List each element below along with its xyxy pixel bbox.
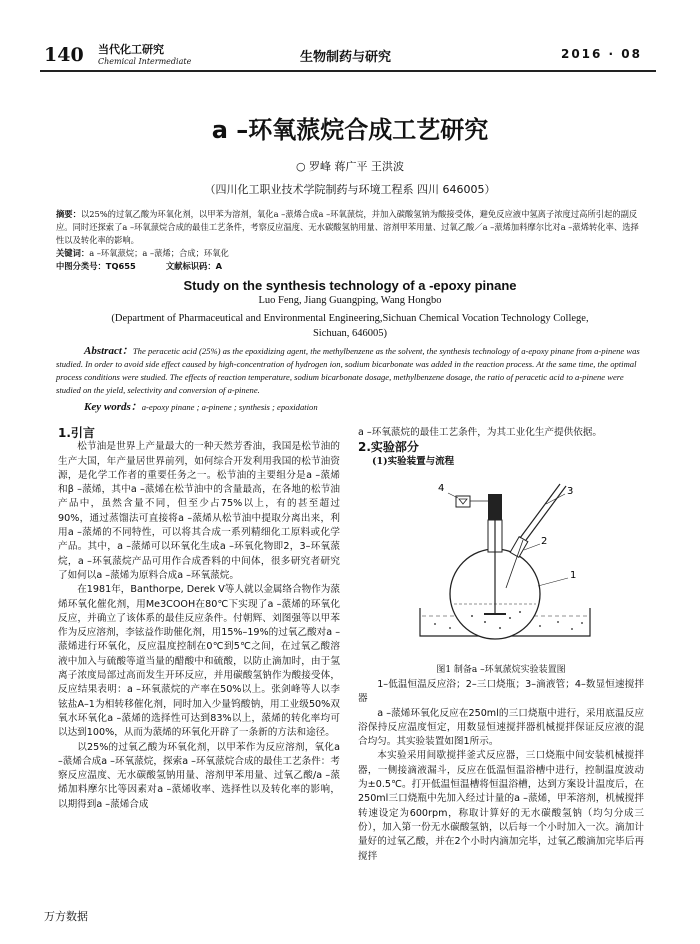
- paragraph: 在1981年，Banthorpe, Derek V等人就以金属络合物作为蒎烯环氧化催化剂，用Me3COOH在80℃下实现了a –蒎烯的环氧化反应，并确立了该体系的最佳反应条件。付朝辉、刘图强等以甲苯作为反应溶剂，李铉益作助催化剂，用15%–19%的过氧乙酸对a –蒎烯进行环氧化，反应温度控制在0℃到5℃之间，在过氧乙酸溶液中加入与硫酸等道当量的醋酸中和硫酸，以防止滴加时，由于氢离子浓度局部过高而发生开环反应，并用碳酸氢钠作为酸接受体，反应结果表明：a –环氧蒎烷的产率在50%以上。张剑峰等人以李铉盐A–1为相转移催化剂，同时加入少量钨酸钠，用工业级50%双氧水环氧化a –蒎烯的选择性可达到83%以上，蒎烯的转化率均可以达到100%，从而为蒎烯的环氧化开辟了一条新的方法和途径。: [58, 584, 340, 739]
- page-number: 140: [44, 44, 84, 66]
- side-neck: [510, 537, 528, 558]
- fig-label-3: 3: [567, 486, 574, 497]
- english-title: Study on the synthesis technology of a -epoxy pinane: [183, 278, 517, 293]
- figure-caption: 图1 制备a –环氧蒎烷实验装置图: [436, 665, 566, 675]
- fig-label-2: 2: [541, 536, 548, 547]
- right-column: [358, 426, 644, 469]
- fig-label-4: 4: [438, 483, 445, 494]
- authors: ○ 罗峰 蒋广平 王洪波: [295, 160, 405, 173]
- header-rule: [40, 70, 656, 72]
- paper-title: a –环氧蒎烷合成工艺研究: [211, 116, 489, 144]
- paragraph: 本实验采用间歇搅拌釜式反应器，三口烧瓶中间安装机械搅拌器，一侧接滴液漏斗，反应在低温恒温浴槽中进行，控制温度波动为±0.5℃。打开低温恒温槽将恒温浴槽，达到方案设计温度后，在250ml三口烧瓶中先加入经过计量的a –蒎烯，甲苯溶剂，机械搅拌转速设定为600rpm，称取计算好的无水碳酸氢钠（均匀分成三份），加入第一份无水碳酸氢钠，以后每一个小时加入一次。滴加计量好的过氧乙酸，并在2个小时内滴加完毕，过氧乙酸滴加完毕后再搅拌: [358, 750, 644, 862]
- left-column: [58, 426, 340, 812]
- issue-number: 2016 · 08: [560, 47, 642, 61]
- right-column-lower: [358, 678, 644, 864]
- section-title: 生物制药与研究: [300, 50, 392, 65]
- english-authors: Luo Feng, Jiang Guangping, Wang Hongbo: [258, 295, 442, 306]
- speed-controller: [456, 496, 470, 507]
- english-affiliation: (Department of Pharmaceutical and Environmental Engineering,Sichuan Chemical Vocation Technology College, Sichuan, 646005): [111, 313, 589, 339]
- paragraph: 松节油是世界上产量最大的一种天然芳香油，我国是松节油的生产大国，年产量居世界前列，如何综合开发利用我国的松节油资源，是化学工作者的重要任务之一。松节油的主要组分是a –蒎烯和β –蒎烯，其中a –蒎烯在松节油中的含量最高，在各地的松节油产品中，虽然含量不同，但至少占75%以上，有的甚至超过90%，通过蒸馏法可直接将a –蒎烯从松节油中提取分离出来，利用a –蒎烯的不同特性，可以将其合成一系列精细化工原料或化学产品。其中，a –蒎烯可以环氧化生成a –环氧化物即2，3–环氧蒎烷，a –环氧蒎烷产品可用作合成香料的中间体，很多研究者研究了如何以a –蒎烯为原料合成a –环氧蒎烷。: [58, 441, 340, 581]
- section-heading-experiment: 2.实验部分: [358, 440, 419, 455]
- affiliation: （四川化工职业技术学院制药与环境工程系 四川 646005）: [204, 183, 496, 196]
- footer-source: 万方数据: [44, 910, 88, 923]
- classification: 中图分类号：TQ655 文献标识码：A: [56, 261, 223, 271]
- subsection-heading: (1)实验装置与流程: [372, 455, 455, 467]
- english-abstract: Abstract：The peracetic acid (25%) as the epoxidizing agent, the methylbenzene as the solvent, the synthesis technology of a-epoxy pinane from a-pinene was studied. In order to avoid side effect caused by high-concentration of hydrogen ion, sodium bicarbonate was added in the reaction process. At the same time, the optimal process conditions were studied. The effects of reaction temperature, sodium bicarbonate dosage, methylbenzene dosage, the ratio of peracetic acid to a-pinene were studied on the yield, selectivity and conversion of a-pinene.: [56, 345, 640, 395]
- paragraph: 以25%的过氧乙酸为环氧化剂，以甲苯作为反应溶剂，氧化a –蒎烯合成a –环氧蒎烷，探索a –环氧蒎烷合成的最佳工艺条件：考察反应温度、无水碳酸氢钠用量、溶剂甲苯用量、过氧乙酸/a –蒎烯加料摩尔比等因素对a –蒎烯收率、选择性以及转化率的影响，以期得到a –蒎烯合成: [58, 741, 340, 810]
- keywords-cn: 关键词：a –环氧蒎烷；a –蒎烯；合成；环氧化: [56, 248, 229, 258]
- journal-name-cn: 当代化工研究: [98, 43, 164, 56]
- stirrer-motor: [488, 494, 502, 520]
- dropping-tube-wall: [526, 486, 566, 540]
- journal-name-en: Chemical Intermediate: [98, 57, 192, 66]
- abstract-cn: 摘要：以25%的过氧乙酸为环氧化剂，以甲苯为溶剂，氧化a –蒎烯合成a –环氧蒎烷，并加入碳酸氢钠为酸接受体，避免反应液中氢离子浓度过高所引起的副反应。同时还探索了a –环氧蒎烷合成的最佳工艺条件，考察反应温度、无水碳酸氢钠用量、溶剂甲苯用量、过氧乙酸／a –蒎烯加料摩尔比对a –蒎烯转化率、选择性以及转化率的影响。: [56, 209, 639, 245]
- paragraph-continued: a –环氧蒎烷的最佳工艺条件，为其工业化生产提供依据。: [358, 427, 602, 438]
- english-keywords: Key words：a-epoxy pinane ; a-pinene ; synthesis ; epoxidation: [84, 401, 318, 413]
- fig-label-1: 1: [570, 570, 577, 581]
- section-heading-intro: 1.引言: [58, 426, 95, 440]
- dropping-tube: [520, 484, 560, 538]
- figure-legend: 1–低温恒温反应浴；2–三口烧瓶；3–滴液管；4–数显恒速搅拌器: [358, 679, 644, 705]
- leader-1: [538, 578, 568, 586]
- paragraph: a –蒎烯环氧化反应在250ml的三口烧瓶中进行，采用底温反应浴保持反应温度恒定，用数显恒速搅拌器机械搅拌保证反应液的混合均匀。其实验装置如图1所示。: [358, 707, 644, 748]
- chinese-abstract-block: [56, 208, 644, 273]
- apparatus-figure: [410, 476, 610, 656]
